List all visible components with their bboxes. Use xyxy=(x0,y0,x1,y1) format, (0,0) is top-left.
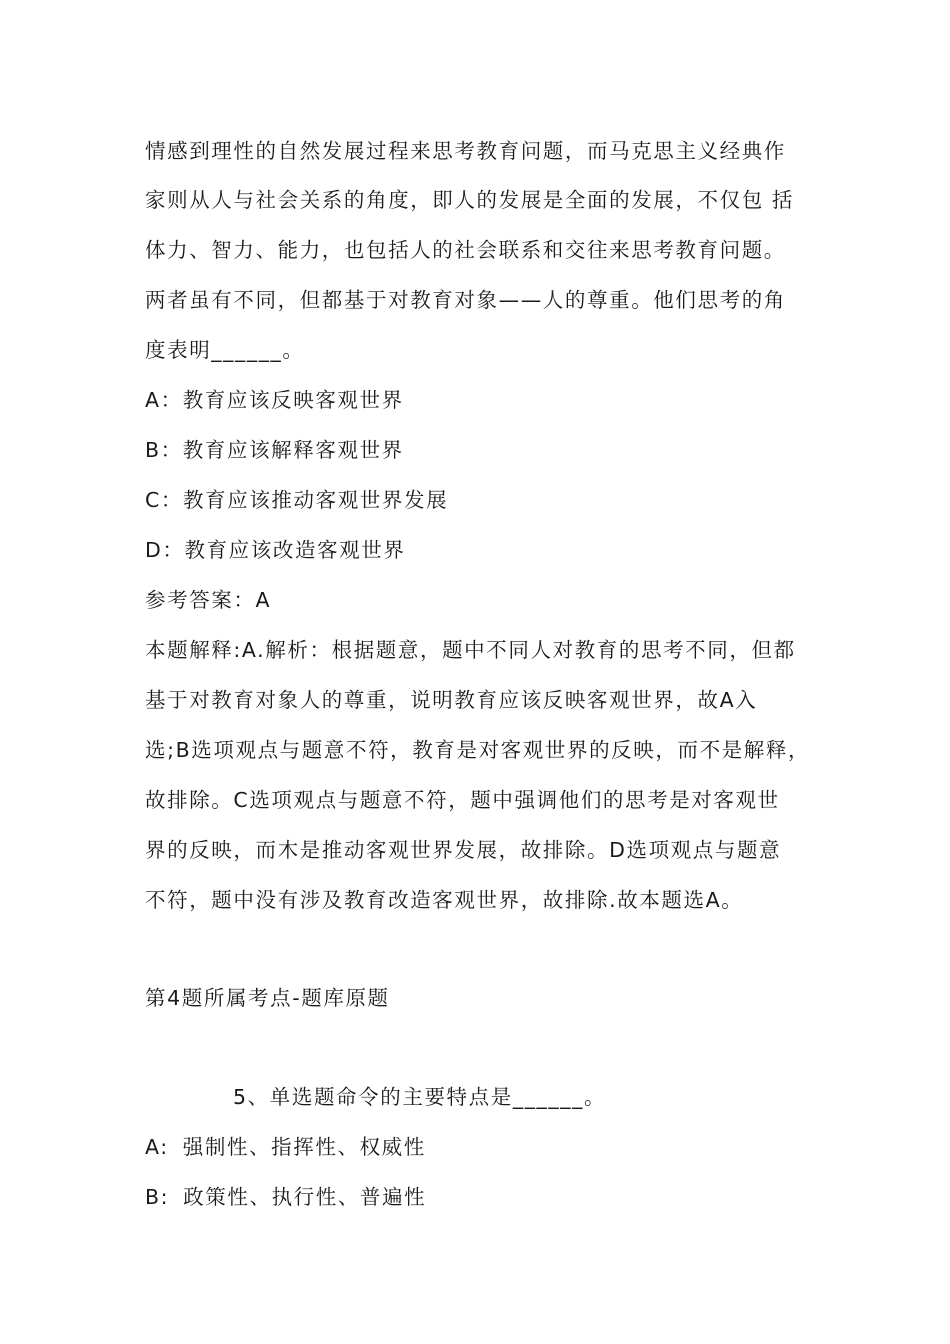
option-d: D：教育应该改造客观世界 xyxy=(145,538,406,562)
explanation-line: 不符，题中没有涉及教育改造客观世界，故排除.故本题选A。 xyxy=(145,888,744,912)
explanation-line: 本题解释:A.解析：根据题意，题中不同人对教育的思考不同，但都 xyxy=(145,638,796,662)
reference-answer: 参考答案：A xyxy=(145,588,272,612)
option-c: C：教育应该推动客观世界发展 xyxy=(145,488,449,512)
option-text: 政策性、执行性、普遍性 xyxy=(183,1185,427,1209)
explanation-line: 选;B选项观点与题意不符，教育是对客观世界的反映，而不是解释， xyxy=(145,738,811,762)
option-letter: A: xyxy=(145,1135,169,1159)
topic-line: 第4题所属考点-题库原题 xyxy=(145,986,390,1010)
option-letter: B: xyxy=(145,1185,170,1209)
question-5-stem: 5、单选题命令的主要特点是______。 xyxy=(233,1085,607,1109)
question-stem-line: 度表明______。 xyxy=(145,338,305,362)
question-5-option-b xyxy=(145,1182,835,1212)
question-stem-line: 家则从人与社会关系的角度，即人的发展是全面的发展，不仅包 括 xyxy=(145,188,795,212)
explanation-line: 基于对教育对象人的尊重，说明教育应该反映客观世界，故A入 xyxy=(145,688,758,712)
option-b: B：教育应该解释客观世界 xyxy=(145,438,404,462)
question-5-option-a xyxy=(145,1132,835,1162)
question-stem-line: 两者虽有不同，但都基于对教育对象——人的尊重。他们思考的角 xyxy=(145,288,786,312)
option-a: A：教育应该反映客观世界 xyxy=(145,388,404,412)
explanation-line: 界的反映，而木是推动客观世界发展，故排除。D选项观点与题意 xyxy=(145,838,782,862)
option-text: 强制性、指挥性、权威性 xyxy=(182,1135,426,1159)
question-stem-line: 情感到理性的自然发展过程来思考教育问题，而马克思主义经典作 xyxy=(145,139,786,163)
explanation-line: 故排除。C选项观点与题意不符，题中强调他们的思考是对客观世 xyxy=(145,788,780,812)
question-stem-line: 体力、智力、能力，也包括人的社会联系和交往来思考教育问题。 xyxy=(145,238,786,262)
